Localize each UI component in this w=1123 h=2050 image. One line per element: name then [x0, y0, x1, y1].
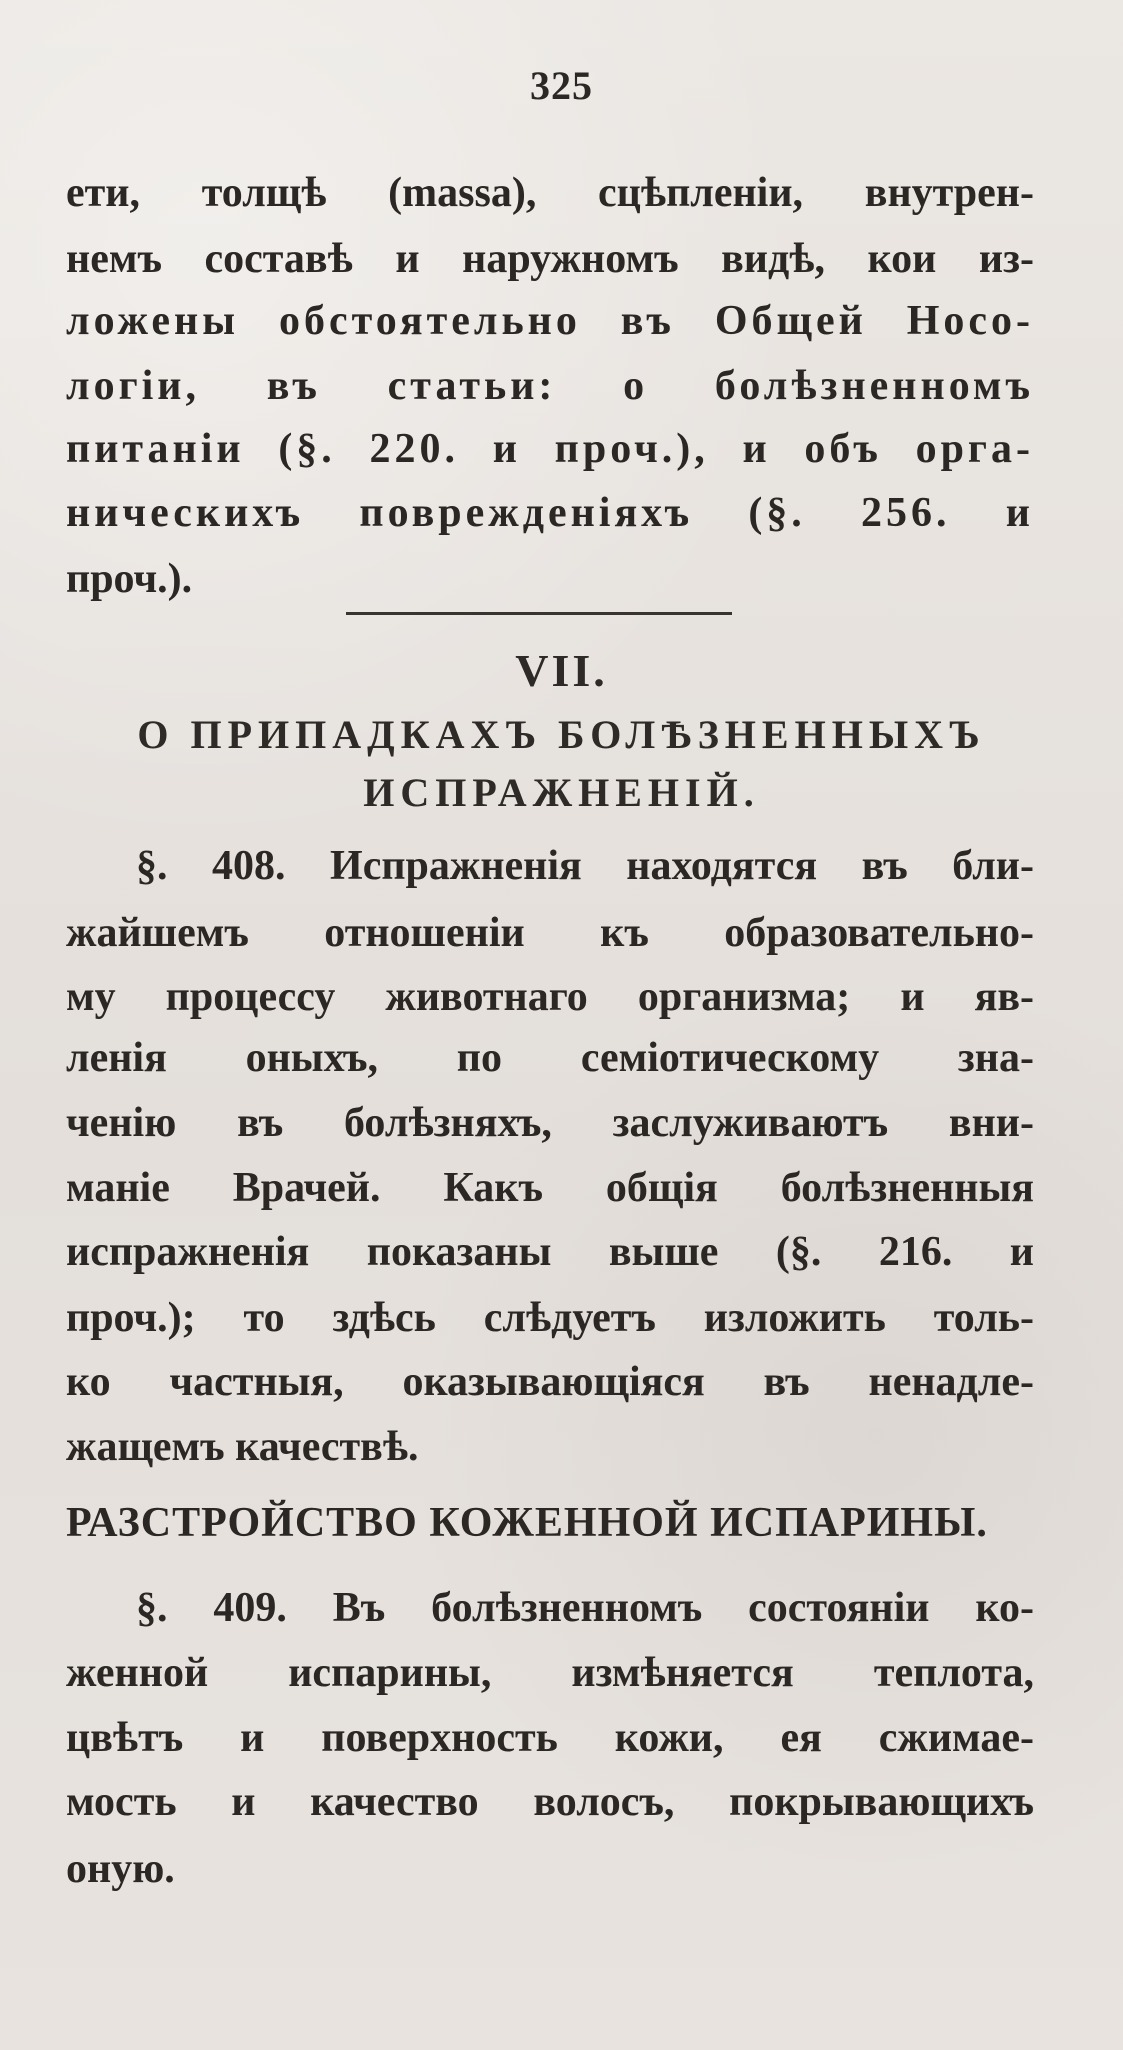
paragraph-409-line-5: оную.: [66, 1846, 175, 1892]
paragraph-409-line-3: цвѣтъ и поверхность кожи, ея сжимае-: [66, 1715, 1034, 1761]
paragraph-408-line-1: §. 408. Испражненія находятся въ бли-: [136, 843, 1034, 889]
section-number: VII.: [515, 645, 608, 696]
top-paragraph-line-2: немъ составѣ и наружномъ видѣ, кои из-: [66, 236, 1034, 282]
top-paragraph-line-1: ети, толщѣ (massa), сцѣпленіи, внутрен-: [66, 170, 1034, 216]
paragraph-408-line-2: жайшемъ отношеніи къ образовательно-: [66, 910, 1034, 956]
paragraph-409-line-4: мость и качество волосъ, покрывающихъ: [66, 1779, 1034, 1825]
top-paragraph-line-5: питаніи (§. 220. и проч.), и объ орга-: [66, 426, 1034, 472]
paragraph-408-line-6: маніе Врачей. Какъ общія болѣзненныя: [66, 1165, 1034, 1211]
paragraph-408-line-7: испражненія показаны выше (§. 216. и: [66, 1229, 1034, 1275]
subsection-heading: РАЗСТРОЙСТВО КОЖЕННОЙ ИСПАРИНЫ.: [66, 1500, 988, 1546]
section-title-line-2: ИСПРАЖНЕНІЙ.: [363, 770, 760, 815]
paragraph-408-line-9: ко частныя, оказывающіяся въ ненадле-: [66, 1359, 1034, 1405]
paragraph-408-line-8: проч.); то здѣсь слѣдуетъ изложить толь-: [66, 1295, 1034, 1341]
top-paragraph-line-6: ническихъ поврежденіяхъ (§. 256. и: [66, 490, 1034, 536]
top-paragraph-line-4: логіи, въ статьи: о болѣзненномъ: [66, 363, 1034, 409]
paragraph-408-line-3: му процессу животнаго организма; и яв-: [66, 974, 1034, 1020]
paragraph-408-line-5: ченію въ болѣзняхъ, заслуживаютъ вни-: [66, 1100, 1034, 1146]
top-paragraph-line-3: ложены обстоятельно въ Общей Носо-: [66, 298, 1034, 344]
top-paragraph-line-7: проч.).: [66, 556, 193, 602]
page-number: 325: [530, 63, 593, 108]
paragraph-409-line-1: §. 409. Въ болѣзненномъ состояніи ко-: [136, 1585, 1034, 1631]
paragraph-408-line-4: ленія оныхъ, по семіотическому зна-: [66, 1035, 1034, 1081]
section-title-line-1: О ПРИПАДКАХЪ БОЛѢЗНЕННЫХЪ: [137, 712, 986, 757]
section-divider: [346, 612, 732, 615]
paragraph-408-line-10: жащемъ качествѣ.: [66, 1424, 419, 1470]
paragraph-409-line-2: женной испарины, измѣняется теплота,: [66, 1650, 1034, 1696]
